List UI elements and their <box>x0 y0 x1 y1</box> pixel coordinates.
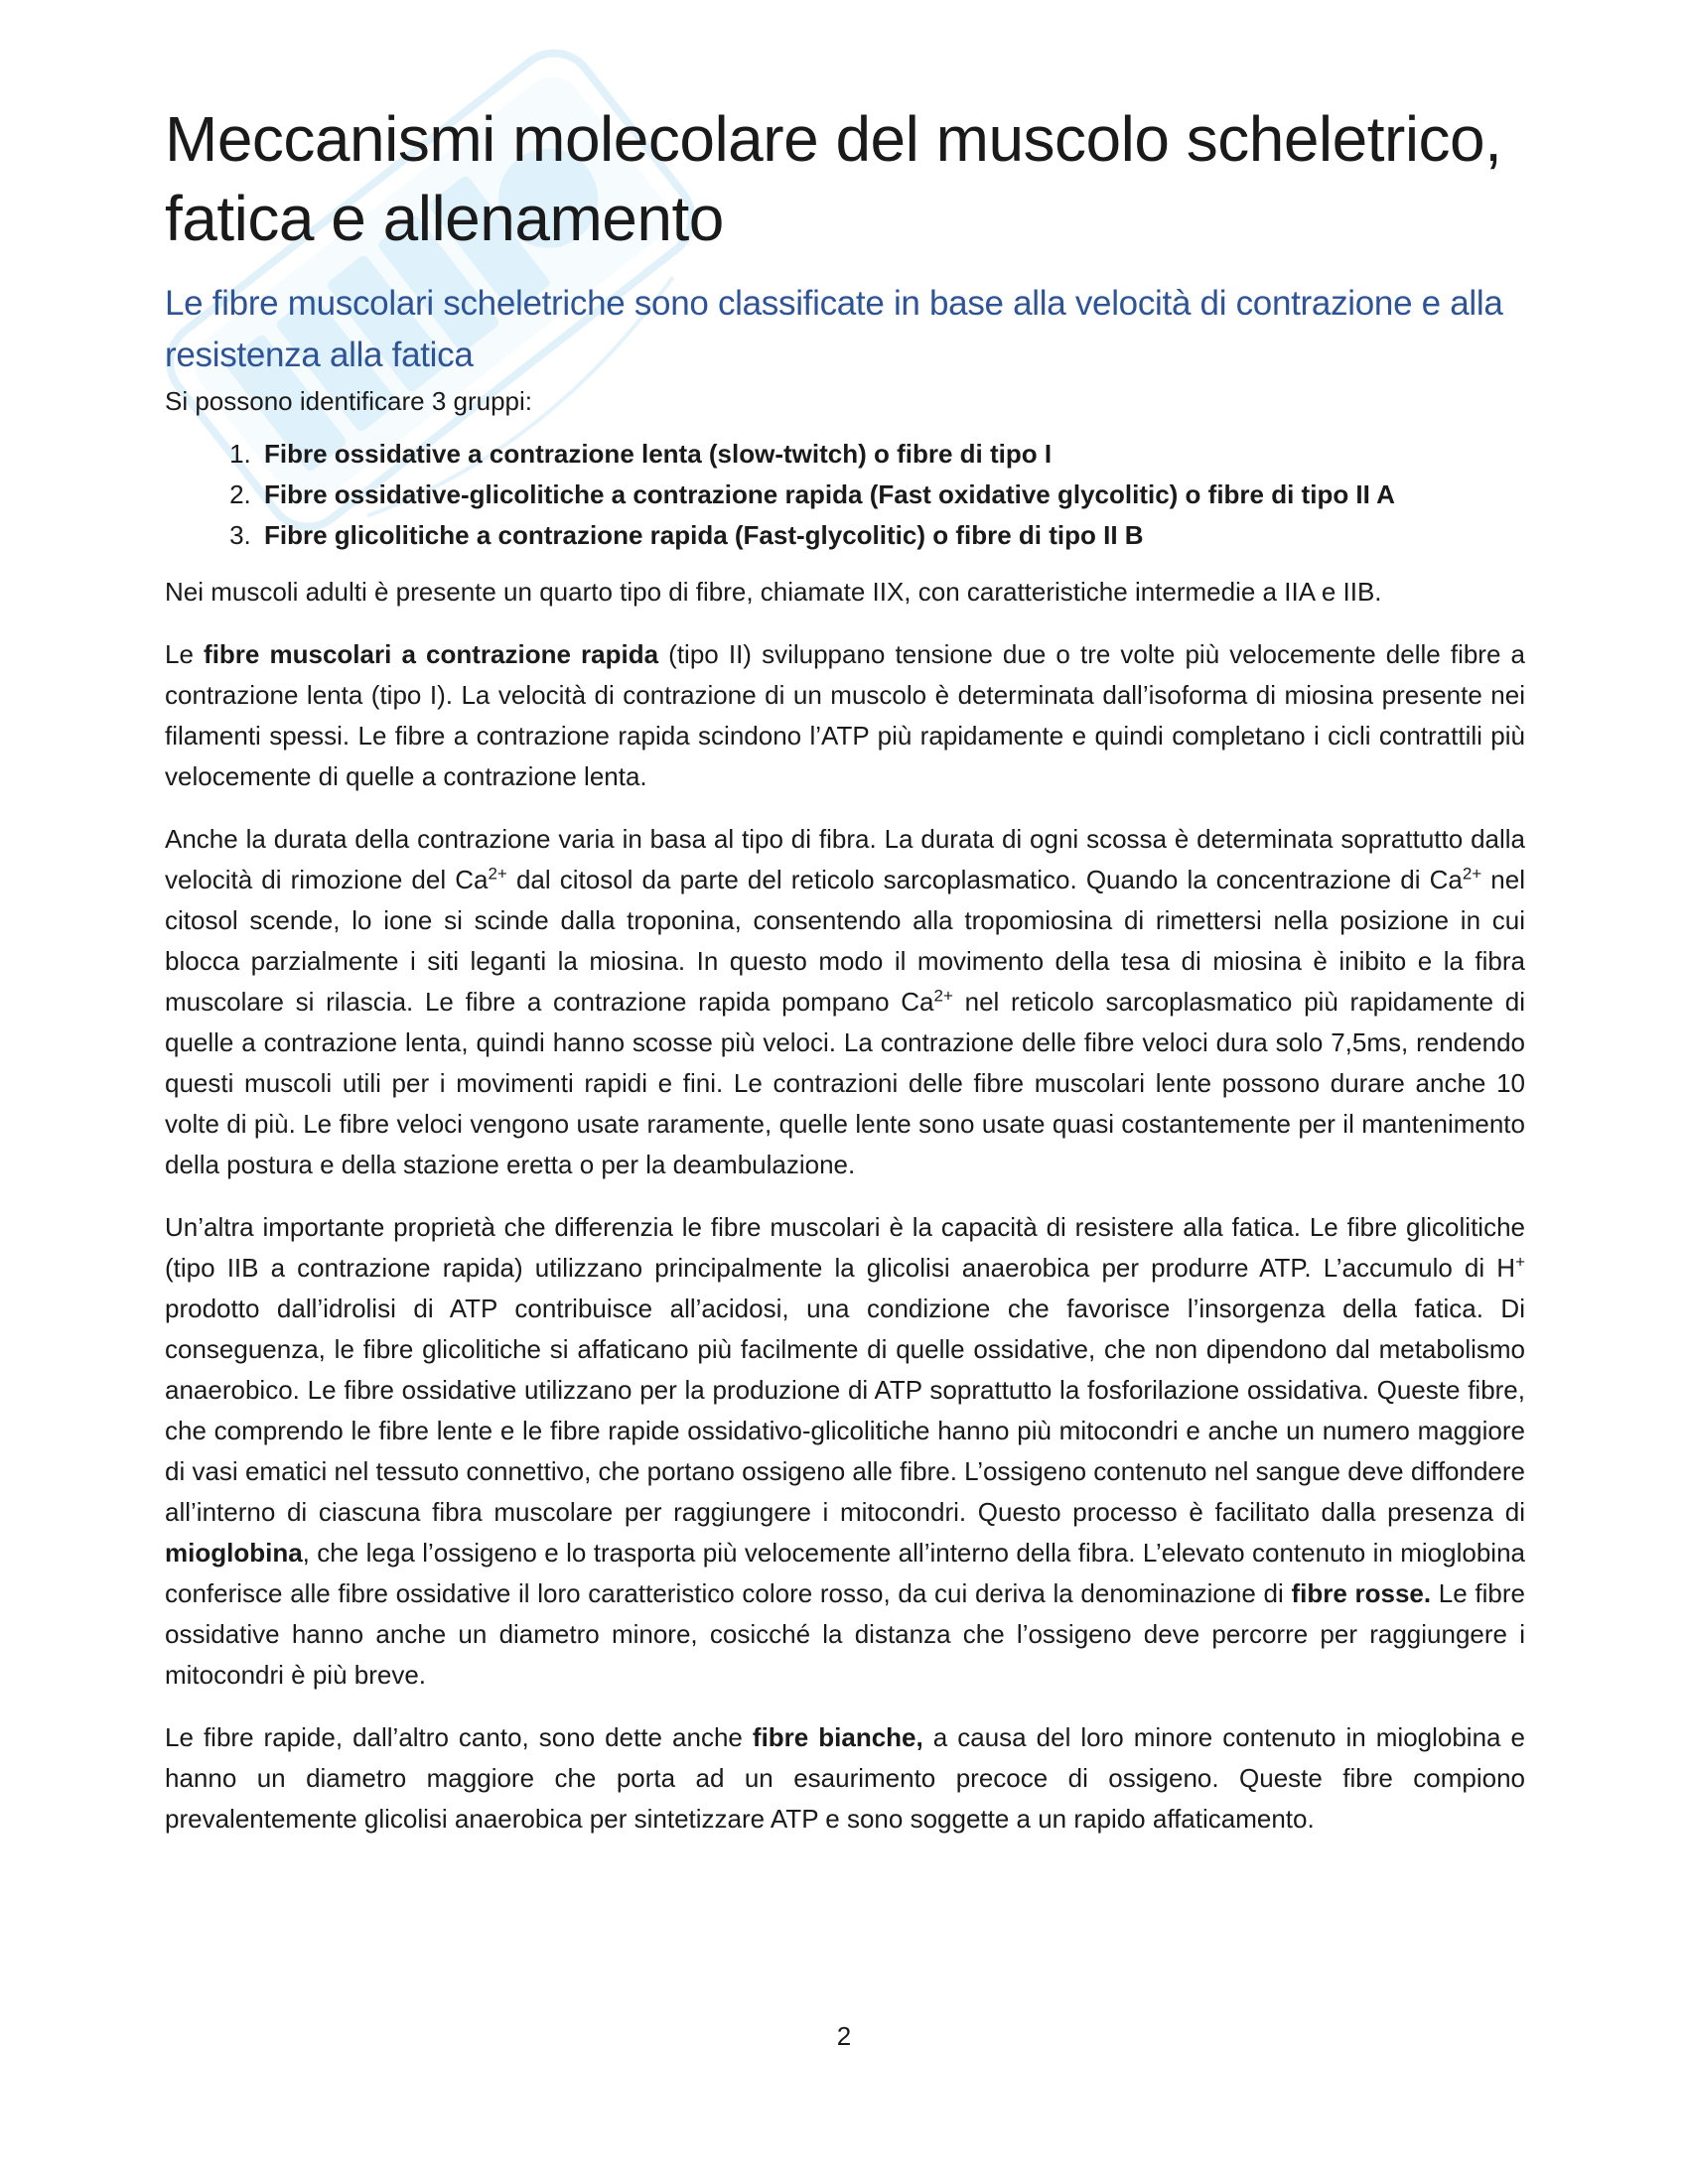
list-item: 1. Fibre ossidative a contrazione lenta (slow-twitch) o fibre di tipo I <box>258 434 1525 475</box>
document-content <box>165 99 1525 1861</box>
page-title: Meccanismi molecolare del muscolo scheletrico, fatica e allenamento <box>165 103 1502 254</box>
section-heading: Le fibre muscolari scheletriche sono classificate in base alla velocità di contrazione e alla resistenza alla fatica <box>165 284 1503 374</box>
list-item: 3. Fibre glicolitiche a contrazione rapida (Fast-glycolitic) o fibre di tipo II B <box>258 515 1525 556</box>
intro-text: Si possono identificare 3 gruppi: <box>165 386 533 416</box>
paragraph-fatigue: Un’altra importante proprietà che differenzia le fibre muscolari è la capacità di resistere alla fatica. Le fibre glicolitiche (tipo IIB a contrazione rapida) utilizzano principalmente la glicolisi anaerobica per produrre ATP. L’accumulo di H+ prodotto dall’idrolisi di ATP contribuisce all’acidosi, una condizione che favorisce l’insorgenza della fatica. Di conseguenza, le fibre glicolitiche si affaticano più facilmente di quelle ossidative, che non dipendono dal metabolismo anaerobico. Le fibre ossidative utilizzano per la produzione di ATP soprattutto la fosforilazione ossidativa. Queste fibre, che comprendo le fibre lente e le fibre rapide ossidativo-glicolitiche hanno più mitocondri e anche un numero maggiore di vasi ematici nel tessuto connettivo, che portano ossigeno alle fibre. L’ossigeno contenuto nel sangue deve diffondere all’interno di ciascuna fibra muscolare per raggiungere i mitocondri. Questo processo è facilitato dalla presenza di mioglobina, che lega l’ossigeno e lo trasporta più velocemente all’interno della fibra. L’elevato contenuto in mioglobina conferisce alle fibre ossidative il loro caratteristico colore rosso, da cui deriva la denominazione di fibre rosse. Le fibre ossidative hanno anche un diametro minore, cosicché la distanza che l’ossigeno deve percorre per raggiungere i mitocondri è più breve. <box>165 1212 1526 1690</box>
paragraph-white-fibers: Le fibre rapide, dall’altro canto, sono dette anche fibre bianche, a causa del loro minore contenuto in mioglobina e hanno un diametro maggiore che porta ad un esaurimento precoce di ossigeno. Queste fibre compiono prevalentemente glicolisi anaerobica per sintetizzare ATP e sono soggette a un rapido affaticamento. <box>165 1722 1525 1834</box>
fiber-groups-list <box>165 434 1525 556</box>
paragraph-contraction-duration: Anche la durata della contrazione varia in basa al tipo di fibra. La durata di ogni scossa è determinata soprattutto dalla velocità di rimozione del $Ca^{2+}$ dal citosol da parte del reticolo sarcoplasmatico. Quando la concentrazione di $Ca^{2+}$ nel citosol scende, lo ione si scinde dalla troponina, consentendo alla tropomiosina di rimettersi nella posizione in cui blocca parzialmente i siti leganti la miosina. In questo modo il movimento della tesa di miosina è inibito e la fibra muscolare si rilascia. Le fibre a contrazione rapida pompano $Ca^{2+}$ nel reticolo sarcoplasmatico più rapidamente di quelle a contrazione lenta, quindi hanno scosse più veloci. La contrazione delle fibre veloci dura solo 7,5ms, rendendo questi muscoli utili per i movimenti rapidi e fini. Le contrazioni delle fibre muscolari lente possono durare anche 10 volte di più. Le fibre veloci vengono usate raramente, quelle lente sono usate quasi costantemente per il mantenimento della postura e della stazione eretta o per la deambulazione. <box>165 824 1526 1179</box>
page-number: 2 <box>836 2021 852 2051</box>
paragraph-fast-fibers: Le fibre muscolari a contrazione rapida (tipo II) sviluppano tensione due o tre volte più velocemente delle fibre a contrazione lenta (tipo I). La velocità di contrazione di un muscolo è determinata dall’isoforma di miosina presente nei filamenti spessi. Le fibre a contrazione rapida scindono l’ATP più rapidamente e quindi completano i cicli contrattili più velocemente di quelle a contrazione lenta. <box>165 639 1525 791</box>
paragraph-iix: Nei muscoli adulti è presente un quarto tipo di fibre, chiamate IIX, con caratteristiche intermedie a IIA e IIB. <box>165 577 1382 607</box>
list-item: 2. Fibre ossidative-glicolitiche a contrazione rapida (Fast oxidative glycolitic) o fibre di tipo II A <box>258 475 1525 515</box>
